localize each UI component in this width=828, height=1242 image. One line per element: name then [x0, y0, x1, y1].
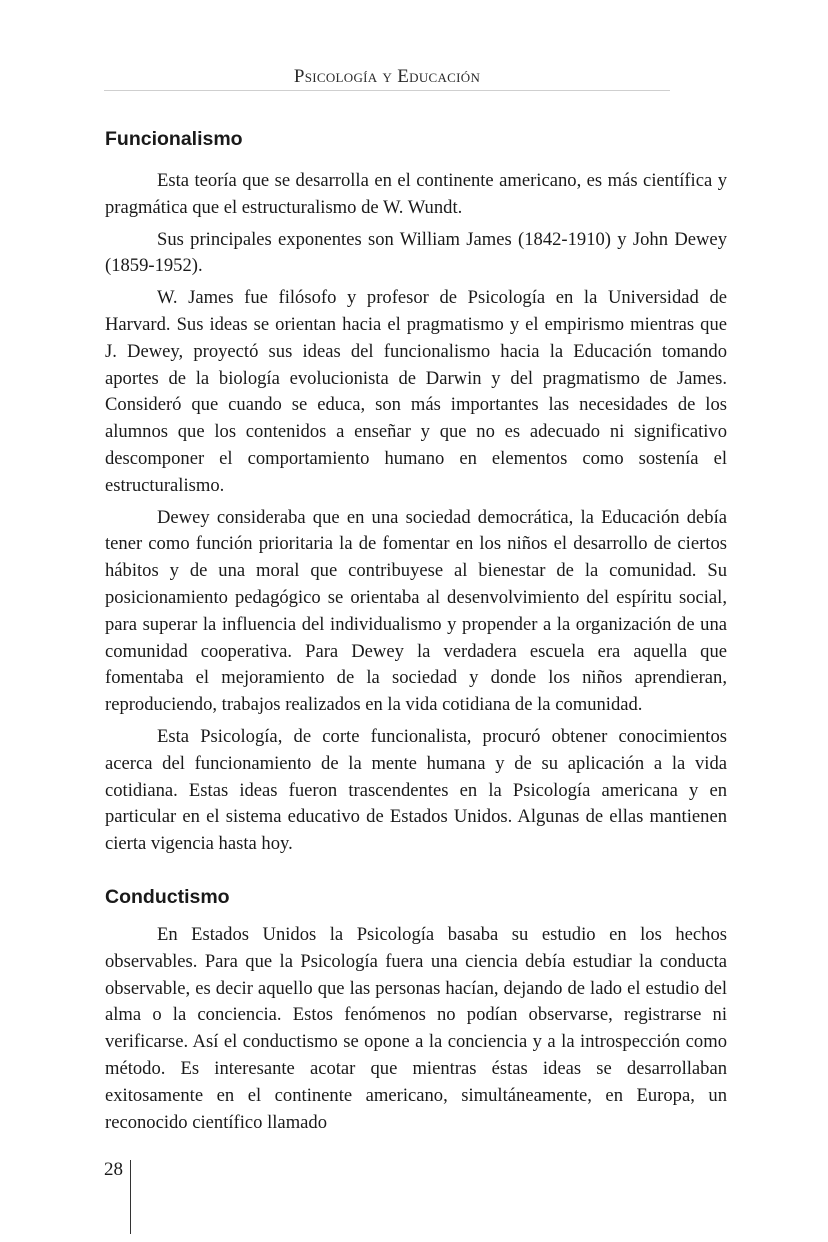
folio-rule [130, 1160, 131, 1234]
running-head: Psicología y Educación [293, 66, 481, 87]
header-rule [104, 90, 670, 91]
paragraph: Esta Psicología, de corte funcionalista, procuró obtener conocimientos acerca del funcionamiento de la mente humana y de su aplicación a la vida cotidiana. Estas ideas fueron trascendentes en la Psicología americana y en particular en el sistema educativo de Estados Unidos. Algunas de ellas mantienen cierta vigencia hasta hoy. [105, 725, 727, 855]
page-body [105, 124, 727, 1141]
section-heading-funcionalismo: Funcionalismo [105, 128, 243, 150]
page-number: 28 [104, 1159, 123, 1180]
paragraph: Dewey consideraba que en una sociedad democrática, la Educación debía tener como función prioritaria la de fomentar en los niños el desarrollo de ciertos hábitos y de una moral que contribuyese al bienestar de la comunidad. Su posicionamiento pedagógico se orientaba al desenvolvimiento del espíritu social, para superar la influencia del individualismo y propender a la organización de una comunidad cooperativa. Para Dewey la verdadera escuela era aquella que fomentaba el mejoramiento de la sociedad y donde los niños aprendieran, reproduciendo, trabajos realizados en la vida cotidiana de la comunidad. [105, 506, 727, 716]
paragraph: En Estados Unidos la Psicología basaba su estudio en los hechos observables. Para que la Psicología fuera una ciencia debía estudiar la conducta observable, es decir aquello que las personas hacían, dejando de lado el estudio del alma o la conciencia. Estos fenómenos no podían observarse, registrarse ni verificarse. Así el conductismo se opone a la conciencia y a la introspección como método. Es interesante acotar que mientras éstas ideas se desarrollaban exitosamente en el continente americano, simultáneamente, en Europa, un reconocido científico llamado [105, 923, 727, 1133]
paragraph: W. James fue filósofo y profesor de Psicología en la Universidad de Harvard. Sus ideas se orientan hacia el pragmatismo y el empirismo mientras que J. Dewey, proyectó sus ideas del funcionalismo hacia la Educación tomando aportes de la biología evolucionista de Darwin y del pragmatismo de James. Consideró que cuando se educa, son más importantes las necesidades de los alumnos que los contenidos a enseñar y que no es adecuado ni significativo descomponer el comportamiento humano en elementos como sostenía el estructuralismo. [105, 287, 727, 496]
paragraph: Sus principales exponentes son William James (1842-1910) y John Dewey (1859-1952). [105, 228, 727, 277]
paragraph: Esta teoría que se desarrolla en el continente americano, es más científica y pragmática que el estructuralismo de W. Wundt. [105, 170, 727, 218]
section-heading-conductismo: Conductismo [105, 885, 230, 908]
